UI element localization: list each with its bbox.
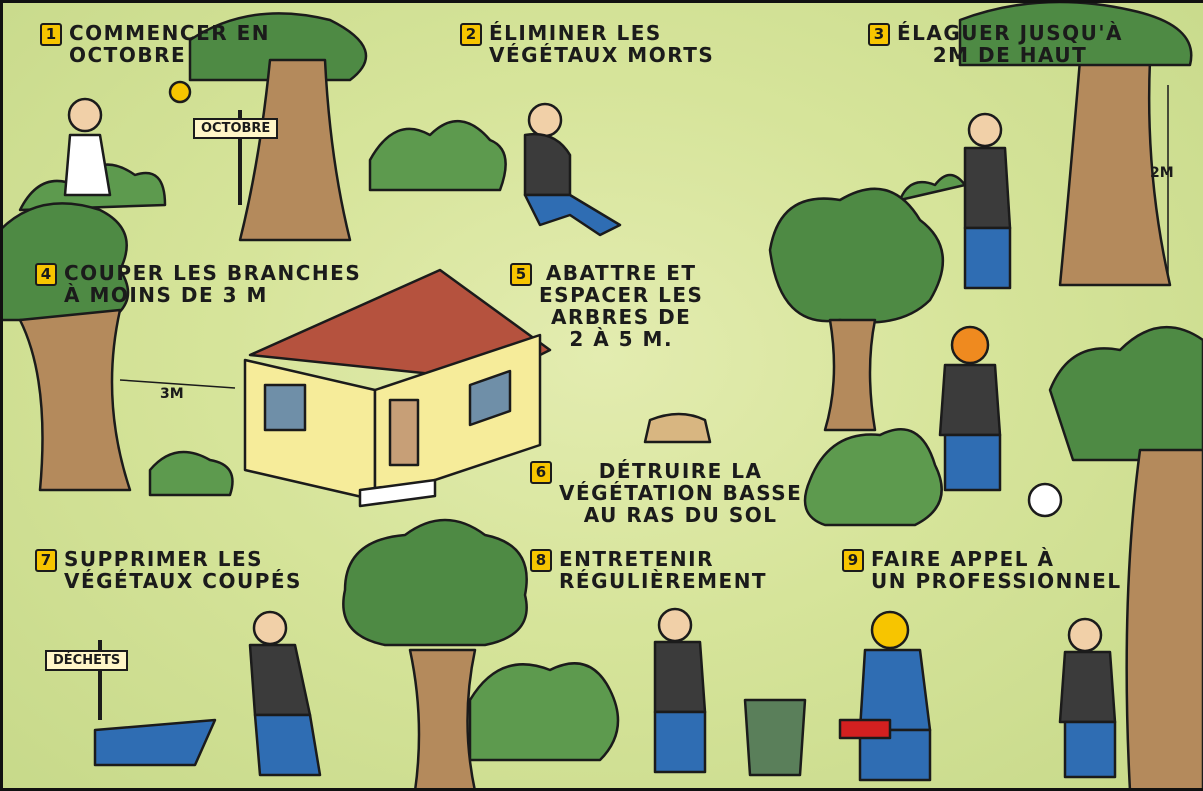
step-number: 9 [842, 549, 864, 572]
step-number: 4 [35, 263, 57, 286]
october-sign: OCTOBRE [193, 118, 278, 139]
step-4 [35, 262, 361, 306]
step-number: 1 [40, 23, 62, 46]
tree-4 [0, 203, 130, 490]
prune-height-label: 2M [1150, 165, 1174, 181]
step-number: 3 [868, 23, 890, 46]
step-text: ENTRETENIR RÉGULIÈREMENT [559, 547, 768, 593]
waste-sign: DÉCHETS [45, 650, 128, 671]
step-2 [460, 22, 714, 66]
step-text: COUPER LES BRANCHES À MOINS DE 3 M [64, 261, 362, 307]
house-distance-label: 3M [160, 386, 184, 402]
step-number: 6 [530, 461, 552, 484]
step-number: 8 [530, 549, 552, 572]
step-1 [40, 22, 270, 66]
step-5 [510, 262, 703, 350]
step-number: 2 [460, 23, 482, 46]
step-text: SUPPRIMER LES VÉGÉTAUX COUPÉS [64, 547, 302, 593]
tree-5 [770, 189, 943, 430]
step-text: ÉLAGUER JUSQU'À 2M DE HAUT [897, 21, 1123, 67]
step-text: COMMENCER EN OCTOBRE [69, 21, 270, 67]
step-text: ABATTRE ET ESPACER LES ARBRES DE 2 À 5 M. [539, 261, 704, 351]
step-3 [868, 22, 1123, 66]
step-text: FAIRE APPEL À UN PROFESSIONNEL [871, 547, 1122, 593]
step-number: 5 [510, 263, 532, 286]
step-9 [842, 548, 1122, 592]
step-6 [530, 460, 802, 526]
step-8 [530, 548, 767, 592]
step-number: 7 [35, 549, 57, 572]
step-text: DÉTRUIRE LA VÉGÉTATION BASSE AU RAS DU SOL [559, 459, 803, 527]
step-text: ÉLIMINER LES VÉGÉTAUX MORTS [489, 21, 715, 67]
step-7 [35, 548, 302, 592]
